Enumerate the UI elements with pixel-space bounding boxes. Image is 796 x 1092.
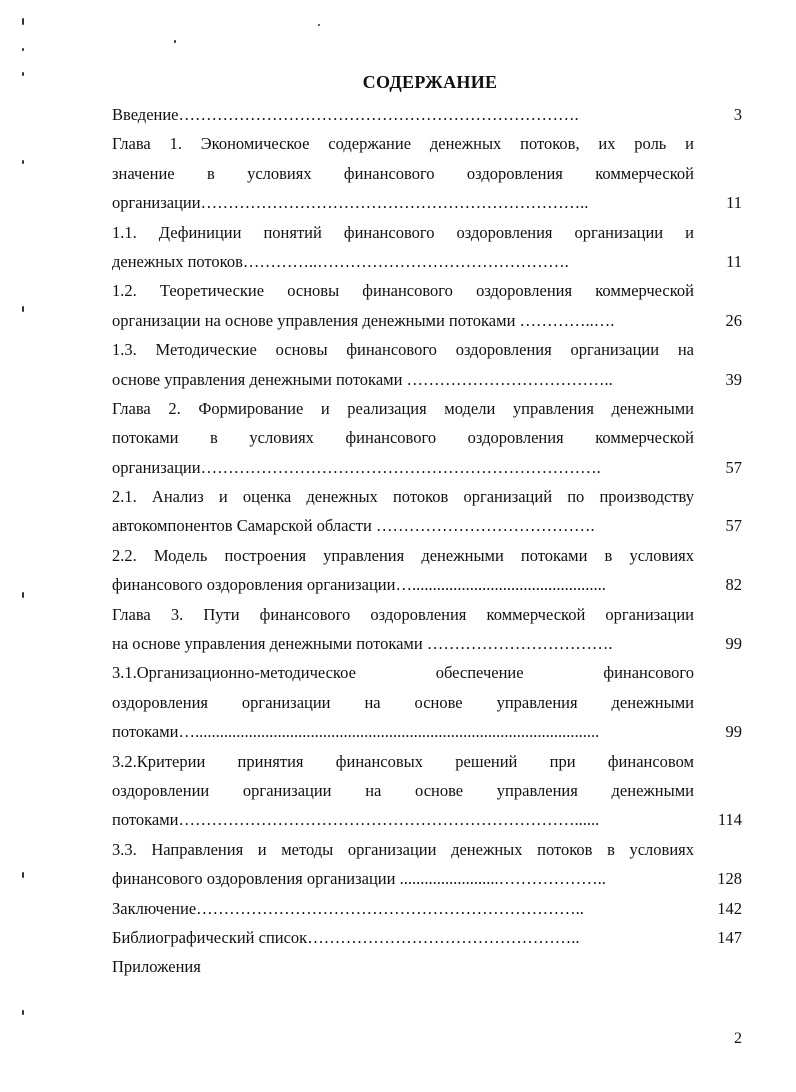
toc-page-number: 39 — [725, 369, 742, 389]
toc-entry-line: денежных потоков…………..………………………………………. — [112, 251, 569, 271]
toc-entry — [112, 835, 742, 894]
toc-page-number: 57 — [725, 516, 742, 536]
toc-entry — [112, 952, 742, 981]
toc-entry — [112, 482, 742, 541]
toc-entry-line: финансового оздоровления организации ........................……………….. — [112, 869, 606, 889]
toc-entry — [112, 747, 742, 835]
toc-entry-line: потоками….................................................................................................. — [112, 722, 600, 742]
toc-page-number: 128 — [717, 869, 742, 889]
scan-speck — [318, 24, 320, 26]
toc-page-number: 99 — [725, 722, 742, 742]
toc-entry — [112, 600, 742, 659]
toc-entry-line: Библиографический список………………………………………….. — [112, 927, 580, 947]
toc-entry-line: 3.2.Критерии принятия финансовых решений при финансовом — [112, 751, 694, 771]
toc-entry-line: Введение………………………………………………………………. — [112, 105, 579, 124]
toc-entry-line: потоками………………………………………………………………...... — [112, 810, 600, 830]
table-of-contents — [112, 100, 742, 982]
toc-page-number: 26 — [725, 310, 742, 330]
scan-speck — [22, 1010, 24, 1015]
toc-entry-line: Заключение…………………………………………………………….. — [112, 898, 584, 918]
toc-entry-line: Глава 3. Пути финансового оздоровления коммерческой организации — [112, 604, 694, 624]
toc-entry-line: 2.2. Модель построения управления денежными потоками в условиях — [112, 545, 694, 565]
toc-entry — [112, 394, 742, 482]
page-number: 2 — [734, 1030, 742, 1047]
toc-entry-line: 3.1.Организационно-методическое обеспечение финансового — [112, 663, 694, 683]
toc-entry — [112, 276, 742, 335]
scan-speck — [22, 48, 24, 51]
toc-entry-line: 2.1. Анализ и оценка денежных потоков организаций по производству — [112, 487, 694, 507]
toc-page-number: 57 — [725, 457, 742, 477]
toc-entry — [112, 894, 742, 923]
toc-page-number — [694, 952, 742, 981]
toc-entry-line: организации………………………………………………………………. — [112, 457, 601, 477]
toc-entry-line: автокомпонентов Самарской области …………………………………. — [112, 516, 595, 536]
toc-entry-line: на основе управления денежными потоками ……………………………. — [112, 634, 613, 654]
toc-entry — [112, 218, 742, 277]
toc-page-number: 147 — [717, 927, 742, 947]
toc-entry-line: 1.2. Теоретические основы финансового оздоровления коммерческой — [112, 281, 694, 301]
toc-entry-line: Глава 1. Экономическое содержание денежных потоков, их роль и — [112, 134, 694, 154]
toc-entry — [112, 335, 742, 394]
scan-speck — [22, 872, 24, 878]
toc-entry-line: финансового оздоровления организации…............................................... — [112, 575, 606, 595]
toc-entry-line: организации…………………………………………………………….. — [112, 193, 589, 213]
toc-entry-line: Глава 2. Формирование и реализация модели управления денежными — [112, 398, 694, 418]
toc-page-number: 114 — [717, 810, 742, 830]
toc-entry-line: оздоровления организации на основе управления денежными — [112, 692, 694, 712]
scan-speck — [22, 306, 24, 312]
document-title: СОДЕРЖАНИЕ — [362, 72, 498, 92]
toc-entry-line: организации на основе управления денежными потоками …………..…. — [112, 310, 615, 330]
toc-page-number: 11 — [726, 251, 742, 271]
toc-entry-line: потоками в условиях финансового оздоровления коммерческой — [112, 428, 694, 448]
scan-speck — [22, 592, 24, 598]
toc-entry-line: значение в условиях финансового оздоровления коммерческой — [112, 163, 694, 183]
toc-entry-line: 1.3. Методические основы финансового оздоровления организации на — [112, 340, 694, 360]
toc-page-number: 82 — [725, 575, 742, 595]
scan-speck — [22, 18, 24, 25]
toc-entry-line: 3.3. Направления и методы организации денежных потоков в условиях — [112, 839, 694, 859]
toc-entry — [112, 129, 742, 217]
toc-page-number: 142 — [717, 898, 742, 918]
toc-page-number: 11 — [726, 193, 742, 213]
toc-entry-line: 1.1. Дефиниции понятий финансового оздоровления организации и — [112, 222, 694, 242]
toc-page-number: 99 — [725, 634, 742, 654]
toc-entry — [112, 100, 742, 129]
toc-entry-line: основе управления денежными потоками ……………………………….. — [112, 369, 613, 389]
toc-entry-line: Приложения — [112, 957, 201, 977]
toc-entry-line: оздоровлении организации на основе управления денежными — [112, 780, 694, 800]
toc-entry — [112, 541, 742, 600]
toc-page-number: 3 — [733, 105, 742, 124]
scan-speck — [174, 40, 176, 43]
scan-speck — [22, 160, 24, 164]
toc-entry — [112, 923, 742, 952]
toc-entry — [112, 658, 742, 746]
